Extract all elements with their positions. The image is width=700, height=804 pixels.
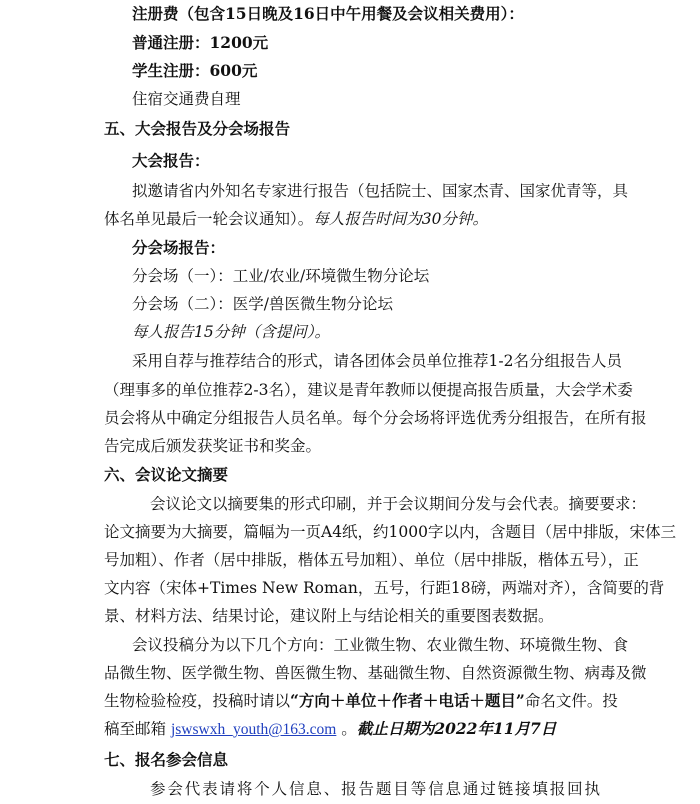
- session-time-note: 每人报告15分钟（含提问）。: [132, 323, 330, 341]
- section-7-heading: 七、报名参会信息: [104, 750, 229, 769]
- session-1: 分会场（一）：工业/农业/环境微生物分论坛: [132, 267, 430, 285]
- submission-line-3-end: 命名文件。投: [524, 692, 618, 710]
- plenary-label: 大会报告：: [132, 151, 210, 170]
- submission-email-link[interactable]: jswswxh_youth@163.com: [170, 721, 337, 738]
- regular-registration: 普通注册：1200元: [132, 33, 269, 52]
- lodging-note: 住宿交通费自理: [132, 90, 241, 108]
- submission-line-3: [104, 690, 618, 712]
- registration-fee-heading: 注册费（包含15日晚及16日中午用餐及会议相关费用）：: [132, 4, 524, 23]
- plenary-names-note: 体名单见最后一轮会议通知）。: [104, 210, 314, 228]
- recommend-line-4: 告完成后颁发获奖证书和奖金。: [104, 437, 322, 455]
- abstract-line-4: 文内容（宋体+Times New Roman，五号，行距18磅，两端对齐），含简要的背: [104, 579, 665, 597]
- file-naming-rule: “方向＋单位＋作者＋电话＋题目”: [290, 691, 525, 710]
- plenary-text-line-2: [104, 208, 488, 230]
- plenary-time-note: 每人报告时间为30分钟。: [313, 210, 488, 228]
- recommend-line-1: 采用自荐与推荐结合的形式，请各团体会员单位推荐1-2名分组报告人员: [132, 352, 622, 370]
- submission-deadline: 截止日期为2022年11月7日: [356, 719, 557, 738]
- abstract-line-5: 景、材料方法、结果讨论，建议附上与结论相关的重要图表数据。: [104, 607, 554, 625]
- section-5-heading: 五、大会报告及分会场报告: [104, 119, 291, 138]
- submission-line-4: [104, 718, 556, 741]
- submit-to-label: 稿至邮箱: [104, 720, 167, 738]
- session-2: 分会场（二）：医学/兽医微生物分论坛: [132, 295, 393, 313]
- recommend-line-3: 员会将从中确定分组报告人员名单。每个分会场将评选优秀分组报告，在所有报: [104, 409, 647, 427]
- plenary-text-line-1: 拟邀请省内外知名专家进行报告（包括院士、国家杰青、国家优青等，具: [132, 182, 629, 200]
- recommend-line-2: （理事多的单位推荐2-3名），建议是青年教师以便提高报告质量，大会学术委: [104, 381, 633, 399]
- abstract-line-1: 会议论文以摘要集的形式印刷，并于会议期间分发与会代表。摘要要求：: [150, 495, 647, 513]
- submission-line-2: 品微生物、医学微生物、兽医微生物、基础微生物、自然资源微生物、病毒及微: [104, 664, 647, 682]
- submission-line-1: 会议投稿分为以下几个方向：工业微生物、农业微生物、环境微生物、食: [132, 636, 629, 654]
- section-6-heading: 六、会议论文摘要: [104, 465, 229, 484]
- submission-line-3-start: 生物检验检疫，投稿时请以: [104, 692, 291, 710]
- student-registration: 学生注册：600元: [132, 61, 258, 80]
- parallel-label: 分会场报告：: [132, 238, 226, 257]
- submission-period: 。: [341, 720, 357, 738]
- abstract-line-3: 号加粗）、作者（居中排版，楷体五号加粗）、单位（居中排版，楷体五号），正: [104, 551, 639, 569]
- abstract-line-2: 论文摘要为大摘要，篇幅为一页A4纸，约1000字以内，含题目（居中排版，宋体三: [104, 523, 677, 541]
- attendance-line-1: 参会代表请将个人信息、报告题目等信息通过链接填报回执: [150, 780, 600, 798]
